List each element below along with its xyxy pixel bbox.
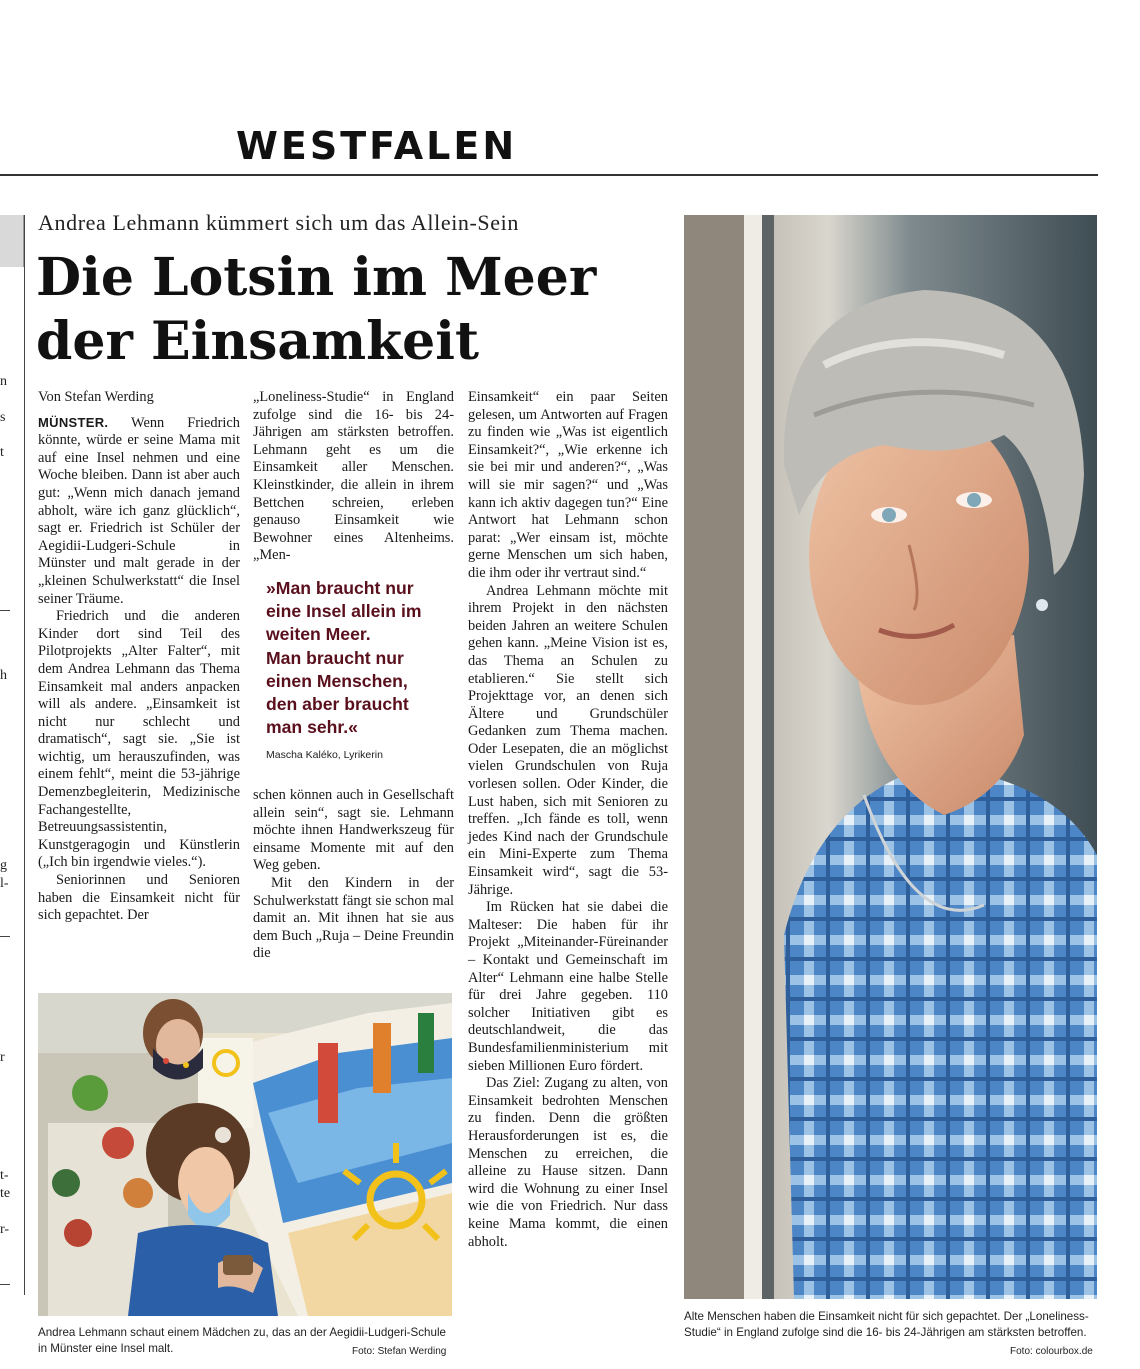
byline: Von Stefan Werding [38, 389, 154, 405]
photo-elderly-woman-caption: Alte Menschen haben die Einsamkeit nicht für sich gepachtet. Der „Loneliness-Studie“ in England zufolge sind die 16- bis 24-Jährigen am stärksten betroffen. [684, 1310, 1089, 1339]
photo-elderly-woman-credit: Foto: colourbox.de [1010, 1346, 1093, 1357]
neighbor-text-fragment: r [0, 1050, 5, 1065]
photo-elderly-woman-illustration [684, 215, 1097, 1299]
quote-line: einen Menschen, [266, 670, 408, 691]
neighbor-dash [0, 1284, 10, 1285]
neighbor-text-fragment: l- [0, 876, 9, 891]
neighbor-text-fragment: t- [0, 1168, 9, 1183]
paragraph: Einsamkeit“ ein paar Seiten gelesen, um Antworten auf Fragen zu finden wie „Was ist eigentlich Einsamkeit?“, „Wie erkenne ich sie bei mir und anderen?“, „Was will sie mir sagen?“ und „Was kann ich aktiv dagegen tun?“ Eine Antwort hat Lehmann schon parat: „Wer einsam ist, möchte gerne Menschen um sich haben, die ihm oder ihr vertraut sind.“ [468, 389, 668, 581]
quote-line: den aber braucht [266, 694, 409, 715]
kicker: Andrea Lehmann kümmert sich um das Allein-Sein [38, 210, 519, 235]
photo-elderly-woman [684, 215, 1097, 1299]
pull-quote-author: Mascha Kaléko, Lyrikerin [266, 749, 383, 762]
photo-girl-painting-credit: Foto: Stefan Werding [352, 1346, 447, 1357]
article-column-2 [253, 389, 454, 565]
quote-line: Man braucht nur [266, 647, 404, 668]
paragraph: Seniorinnen und Senioren haben die Einsamkeit nicht für sich gepachtet. Der [38, 872, 240, 924]
headline-line-2: der Einsamkeit [36, 311, 480, 372]
paragraph: Im Rücken hat sie dabei die Malteser: Die haben für ihr Projekt „Miteinander-Füreinander – Kontakt und Gemeinschaft im Alter“ Lehmann eine halbe Stelle für drei Jahre gegeben. 110 solcher Initiativen gibt es deutschlandweit, die das Bundesfamilienministerium mit sieben Millionen Euro fördert. [468, 899, 668, 1074]
photo-girl-painting-caption: Andrea Lehmann schaut einem Mädchen zu, das an der Aegidii-Ludgeri-Schule in Münster eine Insel malt. [38, 1326, 446, 1355]
top-rule [0, 174, 1098, 176]
paragraph [38, 414, 240, 609]
paragraph: Andrea Lehmann möchte mit ihrem Projekt in den nächsten beiden Jahren an weitere Schulen gehen kann. „Meine Vision ist es, das Thema an Schulen zu etablieren.“ Sie stellt sich Projekttage vor, an denen sich Ältere und Grundschüler Gedanken zum Thema machen. Oder Lesepaten, die an möglichst vielen Grundschulen von Ruja vorlesen sollen. Oder Kinder, die Lust haben, sich mit Senioren zu treffen. „Ich fände es toll, wenn jedes Kind nach der Grundschule ein Mini-Experte zum Thema Einsamkeit wird“, sagt die 53-Jährige. [468, 582, 668, 898]
headline [36, 246, 676, 374]
dateline: MÜNSTER. [38, 414, 109, 430]
article-column-2-continued [253, 787, 454, 963]
paragraph: Friedrich und die anderen Kinder dort sind Teil des Pilotprojekts „Alter Falter“, mit dem Andrea Lehmann das Thema Einsamkeit mal anders anpacken will als andere. „Einsamkeit ist nicht nur schlecht und dramatisch“, sagt sie. „Sie ist wichtig, um herauszufinden, was einem fehlt“, meint die 53-jährige Demenzbegleiterin, Medizinische Fachangestellte, Betreuungsassistentin, Kunstgeragogin und Künstlerin („Ich bin irgendwie vieles.“). [38, 608, 240, 871]
neighbor-text-fragment: r- [0, 1222, 10, 1237]
quote-line: man sehr.« [266, 717, 358, 738]
neighbor-article-box [0, 215, 24, 267]
article-column-3 [468, 389, 668, 1251]
neighbor-text-fragment: t [0, 445, 4, 460]
paragraph: Das Ziel: Zugang zu alten, von Einsamkeit bedrohten Menschen zu finden. Denn die größten Herausforderungen ist es, die Menschen zu erreichen, die alleine zu Hause sitzen. Dann wird die Wohnung zu einer Insel wie die von Friedrich. Nur dass keine Mama kommt, die einen abholt. [468, 1075, 668, 1250]
headline-line-1: Die Lotsin im Meer [36, 247, 597, 308]
neighbor-text-fragment: n [0, 374, 7, 389]
quote-line: weiten Meer. [266, 624, 371, 645]
paragraph: Mit den Kindern in der Schulwerkstatt fängt sie schon mal damit an. Mit ihnen hat sie aus dem Buch „Ruja – Deine Freundin die [253, 874, 454, 962]
photo-girl-painting [38, 993, 452, 1316]
paragraph-text: Wenn Friedrich könnte, würde er seine Mama mit auf eine Insel nehmen und eine Woche bleiben. Dann ist aber auch gut: „Wenn mich danach jemand abholt, wäre ich ganz glücklich“, sagt er. Friedrich ist Schüler der Aegidii-Ludgeri-Schule in Münster und malt gerade in der „kleinen Schulwerkstatt“ die Insel seiner Träume. [38, 414, 240, 607]
neighbor-text-fragment: te [0, 1186, 11, 1201]
neighbor-text-fragment: g [0, 858, 7, 873]
paragraph: „Loneliness-Studie“ in England zufolge sind die 16- bis 24-Jährigen am stärksten betroffen. Lehmann geht es um die Einsamkeit aller Menschen. Kleinstkinder, die allein in ihrem Bettchen schreien, erleben genauso Einsamkeit wie Bewohner eines Altenheims. „Men- [253, 389, 454, 564]
photo-girl-painting-illustration [38, 993, 452, 1316]
neighbor-dash [0, 610, 10, 611]
pull-quote-text [266, 577, 452, 739]
neighbor-text-fragment: s [0, 410, 6, 425]
article-column-1 [38, 389, 240, 925]
section-title: WESTFALEN [236, 124, 518, 168]
quote-line: eine Insel allein im [266, 601, 422, 622]
paragraph: schen können auch in Gesellschaft allein sein“, sagt sie. Lehmann möchte ihnen Handwerkszeug für einsame Momente mit auf den Weg geben. [253, 787, 454, 874]
neighbor-text-fragment: h [0, 668, 7, 683]
pull-quote [266, 577, 452, 761]
quote-line: »Man braucht nur [266, 578, 414, 598]
neighbor-dash [0, 936, 10, 937]
neighbor-article-rule [24, 215, 25, 1295]
